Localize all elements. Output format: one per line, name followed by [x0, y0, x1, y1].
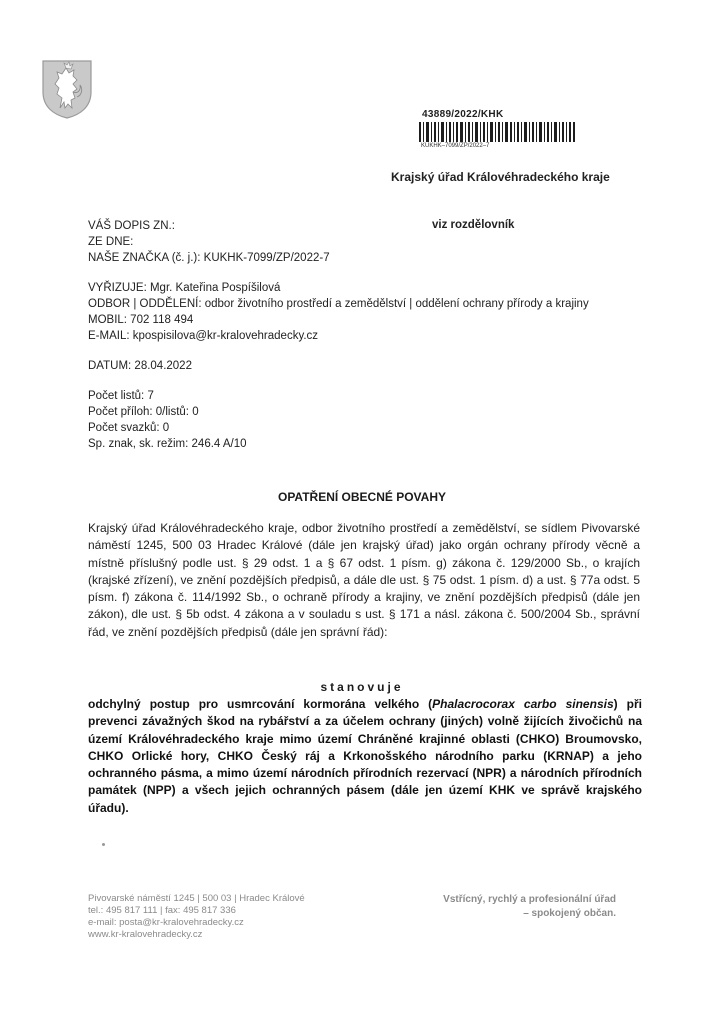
footer-address: Pivovarské náměstí 1245 | 500 03 | Hradec Králové	[88, 893, 305, 904]
meta-attachments: Počet příloh: 0/listů: 0	[88, 406, 199, 418]
footer-web: www.kr-kralovehradecky.cz	[88, 929, 203, 940]
slogan-line-1: Vstřícný, rychlý a profesionální úřad	[443, 894, 616, 905]
meta-email: E-MAIL: kpospisilova@kr-kralovehradecky.cz	[88, 330, 319, 342]
reference-number: 43889/2022/KHK	[422, 109, 504, 120]
meta-filing: Sp. znak, sk. režim: 246.4 A/10	[88, 438, 247, 450]
footer-email: e-mail: posta@kr-kralovehradecky.cz	[88, 917, 244, 928]
decision-paragraph	[88, 696, 642, 817]
office-name: Krajský úřad Královéhradeckého kraje	[391, 170, 610, 184]
recipient: viz rozdělovník	[432, 219, 515, 231]
footer-contact	[88, 893, 305, 941]
meta-bundles: Počet svazků: 0	[88, 422, 170, 434]
meta-dated: ZE DNE:	[88, 236, 134, 248]
slogan-line-2: – spokojený občan.	[523, 908, 616, 919]
barcode-icon	[419, 122, 575, 142]
meta-your-letter: VÁŠ DOPIS ZN.:	[88, 220, 175, 232]
decision-text-part2: ) při prevenci závažných škod na rybářství a za účelem ochrany (jiných) volně žijících živočichů na území Královéhradeckého kraje mimo území Chráněné krajinné oblasti (CHKO) Broumovsko, CHKO Orlické hory, CHKO Český ráj a Krkonošského národního parku (KRNAP) a jeho ochranného pásma, a mimo území národních přírodních rezervací (NPR) a národních přírodních památek (NPP) a všech jejich ochranných pásem (dále jen území KHK ve správě krajského úřadu).	[88, 697, 642, 815]
meta-handled-by: VYŘIZUJE: Mgr. Kateřina Pospíšilová	[88, 282, 281, 294]
scan-speck	[102, 843, 105, 846]
meta-department: ODBOR | ODDĚLENÍ: odbor životního prostředí a zemědělství | oddělení ochrany přírody a krajiny	[88, 298, 589, 310]
barcode-caption: KUKHK–7099/ZP/2022–7	[421, 143, 490, 149]
meta-sheets: Počet listů: 7	[88, 390, 154, 402]
footer-slogan	[420, 893, 616, 921]
meta-date: DATUM: 28.04.2022	[88, 360, 192, 372]
footer-phone: tel.: 495 817 111 | fax: 495 817 336	[88, 905, 236, 916]
coat-of-arms-lion-icon	[40, 58, 94, 120]
decision-text-part1: odchylný postup pro usmrcování kormorána velkého (	[88, 697, 433, 711]
document-title: OPATŘENÍ OBECNÉ POVAHY	[277, 490, 447, 504]
decision-heading: stanovuje	[320, 680, 404, 694]
intro-paragraph: Krajský úřad Královéhradeckého kraje, odbor životního prostředí a zemědělství, se sídlem Pivovarské náměstí 1245, 500 03 Hradec Králové (dále jen krajský úřad) jako orgán ochrany přírody věcně a místně příslušný podle ust. § 29 odst. 1 a § 67 odst. 1 písm. g) zákona č. 129/2000 Sb., o krajích (krajské zřízení), ve znění pozdějších předpisů, a dále dle ust. § 75 odst. 1 písm. d) a ust. § 77a odst. 5 písm. f) zákona č. 114/1992 Sb., o ochraně přírody a krajiny, ve znění pozdějších předpisů (dále jen zákon), dle ust. § 5b odst. 4 zákona a v souladu s ust. § 171 a násl. zákona č. 500/2004 Sb., správní řád, ve znění pozdějších předpisů (dále jen správní řád):	[88, 521, 640, 639]
meta-phone: MOBIL: 702 118 494	[88, 314, 194, 326]
decision-latin-name: Phalacrocorax carbo sinensis	[432, 697, 614, 711]
meta-our-ref: NAŠE ZNAČKA (č. j.): KUKHK-7099/ZP/2022-7	[88, 252, 330, 264]
